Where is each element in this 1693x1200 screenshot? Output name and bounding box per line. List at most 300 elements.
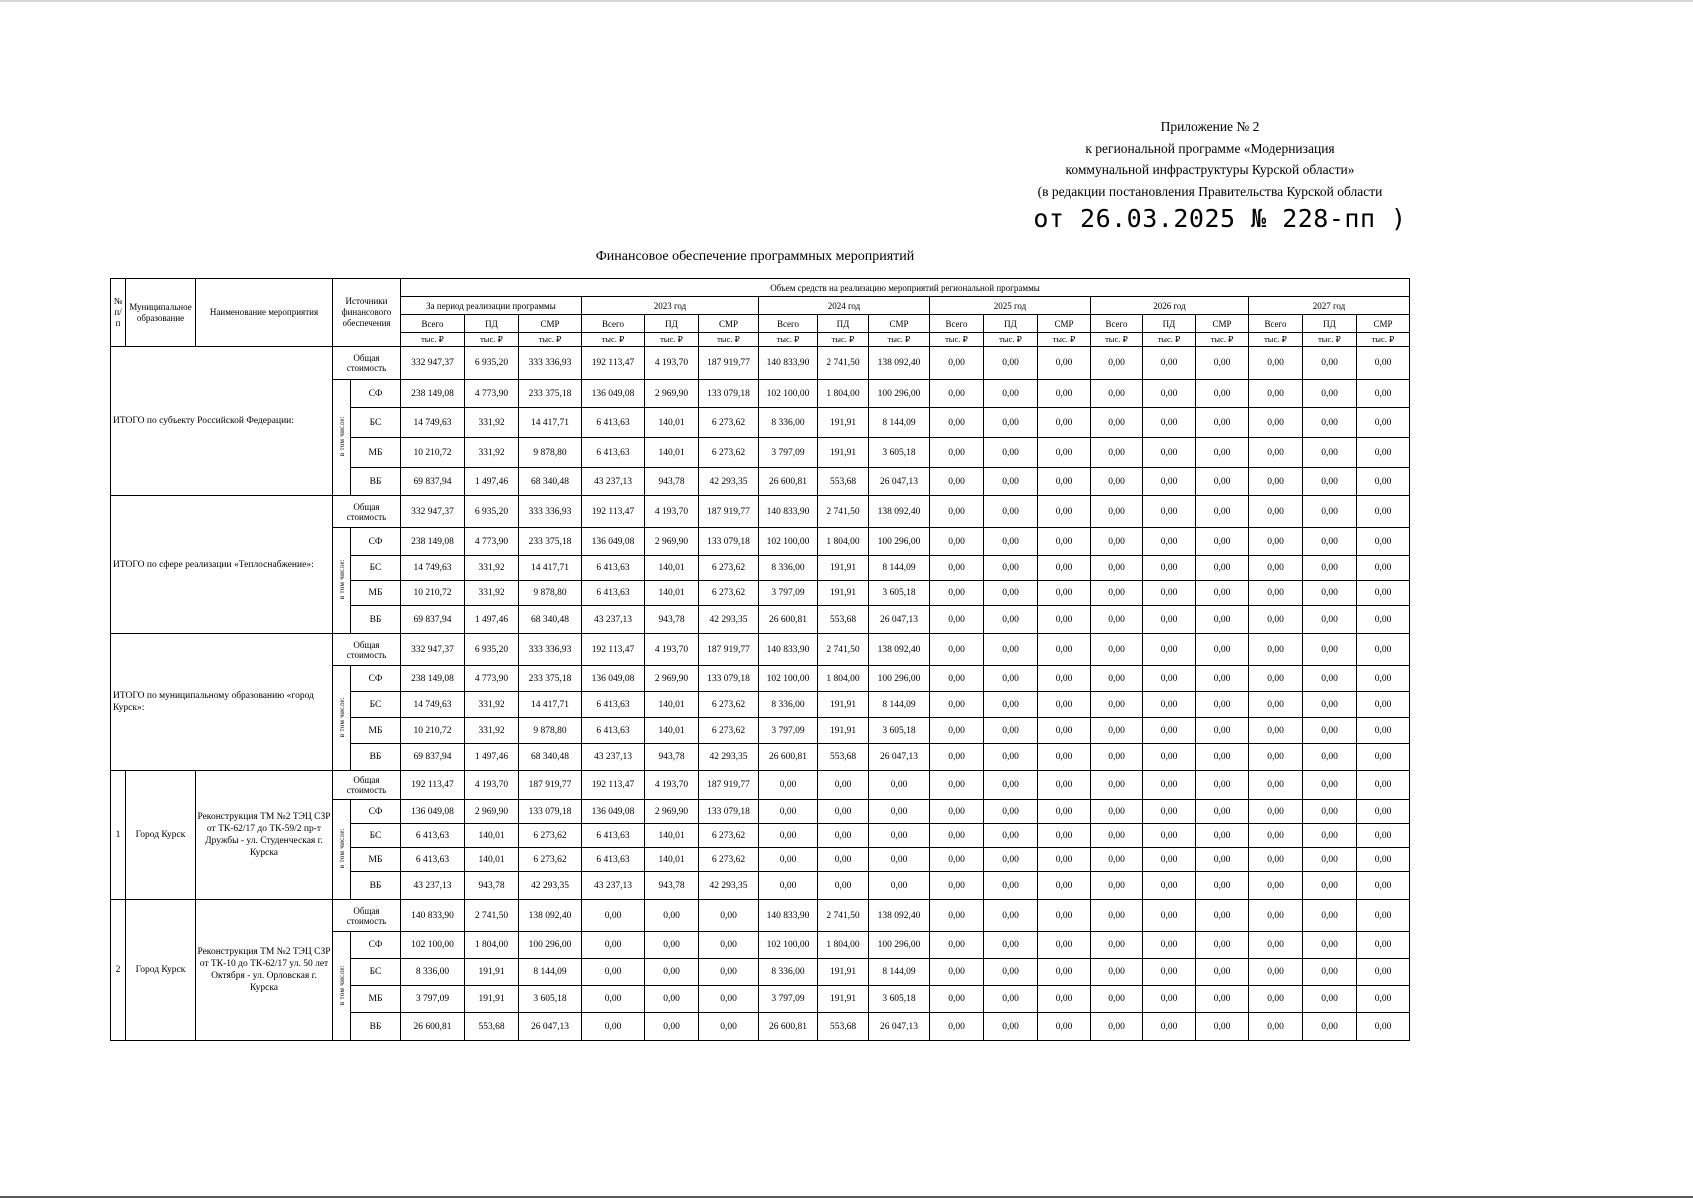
value-cell: 0,00	[818, 872, 869, 900]
unit-cell: тыс. ₽	[930, 333, 984, 347]
value-cell: 0,00	[1357, 824, 1410, 848]
value-cell: 42 293,35	[699, 468, 759, 496]
header-cell-event: Наименование мероприятия	[196, 279, 333, 347]
value-cell: 14 749,63	[401, 556, 465, 581]
value-cell: 0,00	[1091, 634, 1143, 666]
unit-cell: тыс. ₽	[401, 333, 465, 347]
value-cell: 0,00	[699, 932, 759, 959]
value-cell: 943,78	[465, 872, 519, 900]
value-cell: 0,00	[1196, 581, 1249, 606]
value-cell: 0,00	[1303, 1013, 1357, 1041]
unit-cell: тыс. ₽	[582, 333, 645, 347]
value-cell: 6 273,62	[699, 692, 759, 718]
value-cell: 2 969,90	[645, 800, 699, 824]
value-cell: 0,00	[1303, 692, 1357, 718]
value-cell: 140 833,90	[759, 900, 818, 932]
value-cell: 0,00	[699, 900, 759, 932]
appendix-line: (в редакции постановления Правительства Курской области	[1037, 183, 1383, 199]
header-subcolumn: Всего	[759, 315, 818, 333]
source-label: БС	[351, 959, 401, 986]
value-cell: 2 969,90	[645, 528, 699, 556]
value-cell: 331,92	[465, 692, 519, 718]
value-cell: 0,00	[1143, 900, 1196, 932]
value-cell: 6 273,62	[699, 408, 759, 438]
value-cell: 43 237,13	[582, 744, 645, 771]
value-cell: 0,00	[1249, 744, 1303, 771]
source-label: БС	[351, 824, 401, 848]
value-cell: 0,00	[1303, 438, 1357, 468]
value-cell: 140,01	[465, 848, 519, 872]
value-cell: 0,00	[984, 718, 1038, 744]
value-cell: 69 837,94	[401, 606, 465, 634]
value-cell: 14 417,71	[519, 408, 582, 438]
item-event-name: Реконструкция ТМ №2 ТЭЦ СЗР от ТК-10 до ТК-62/17 ул. 50 лет Октября - ул. Орловская г. Курска	[196, 900, 333, 1041]
value-cell: 0,00	[1303, 932, 1357, 959]
value-cell: 0,00	[1038, 692, 1091, 718]
value-cell: 0,00	[930, 692, 984, 718]
value-cell: 0,00	[1249, 771, 1303, 800]
value-cell: 0,00	[984, 496, 1038, 528]
value-cell: 102 100,00	[401, 932, 465, 959]
value-cell: 0,00	[1038, 1013, 1091, 1041]
value-cell: 133 079,18	[699, 800, 759, 824]
value-cell: 0,00	[1249, 692, 1303, 718]
value-cell: 0,00	[930, 771, 984, 800]
value-cell: 6 935,20	[465, 347, 519, 380]
item-municipality: Город Курск	[126, 771, 196, 900]
value-cell: 102 100,00	[759, 528, 818, 556]
value-cell: 140,01	[645, 824, 699, 848]
value-cell: 0,00	[1091, 496, 1143, 528]
value-cell: 26 600,81	[759, 744, 818, 771]
value-cell: 102 100,00	[759, 380, 818, 408]
including-text: в том числе:	[337, 964, 346, 1006]
value-cell: 10 210,72	[401, 438, 465, 468]
value-cell: 26 047,13	[519, 1013, 582, 1041]
value-cell: 0,00	[930, 848, 984, 872]
header-subcolumn: Всего	[401, 315, 465, 333]
header-subcolumn: СМР	[1357, 315, 1410, 333]
value-cell: 1 804,00	[818, 528, 869, 556]
value-cell: 0,00	[1143, 1013, 1196, 1041]
value-cell: 0,00	[984, 438, 1038, 468]
value-cell: 0,00	[1303, 408, 1357, 438]
value-cell: 4 193,70	[645, 634, 699, 666]
value-cell: 8 144,09	[869, 556, 930, 581]
value-cell: 0,00	[1038, 347, 1091, 380]
value-cell: 0,00	[1249, 408, 1303, 438]
value-cell: 0,00	[984, 528, 1038, 556]
value-cell: 0,00	[1038, 581, 1091, 606]
value-cell: 3 605,18	[869, 438, 930, 468]
appendix-line: коммунальной инфраструктуры Курской области»	[1065, 162, 1355, 177]
value-cell: 0,00	[1091, 932, 1143, 959]
value-cell: 1 497,46	[465, 744, 519, 771]
source-total-label: Общая стоимость	[333, 496, 401, 528]
header-cell-volume: Объем средств на реализацию мероприятий региональной программы	[401, 279, 1410, 297]
value-cell: 140 833,90	[401, 900, 465, 932]
source-label: ВБ	[351, 872, 401, 900]
value-cell: 0,00	[1357, 380, 1410, 408]
value-cell: 6 935,20	[465, 496, 519, 528]
value-cell: 10 210,72	[401, 718, 465, 744]
value-cell: 0,00	[1038, 606, 1091, 634]
value-cell: 0,00	[1038, 556, 1091, 581]
value-cell: 0,00	[930, 380, 984, 408]
document-title: Финансовое обеспечение программных мероприятий	[595, 249, 915, 264]
value-cell: 0,00	[1143, 634, 1196, 666]
value-cell: 138 092,40	[869, 900, 930, 932]
value-cell: 0,00	[1249, 606, 1303, 634]
value-cell: 0,00	[1143, 932, 1196, 959]
value-cell: 0,00	[1249, 986, 1303, 1013]
value-cell: 0,00	[1303, 718, 1357, 744]
value-cell: 0,00	[1196, 468, 1249, 496]
value-cell: 0,00	[1143, 800, 1196, 824]
value-cell: 3 605,18	[869, 718, 930, 744]
value-cell: 0,00	[1143, 872, 1196, 900]
value-cell: 138 092,40	[519, 900, 582, 932]
value-cell: 0,00	[1196, 408, 1249, 438]
value-cell: 6 273,62	[699, 824, 759, 848]
value-cell: 0,00	[1143, 581, 1196, 606]
value-cell: 0,00	[1143, 824, 1196, 848]
value-cell: 943,78	[645, 744, 699, 771]
value-cell: 0,00	[1196, 666, 1249, 692]
value-cell: 0,00	[1357, 606, 1410, 634]
value-cell: 0,00	[1303, 848, 1357, 872]
value-cell: 6 273,62	[699, 848, 759, 872]
unit-cell: тыс. ₽	[1303, 333, 1357, 347]
value-cell: 6 413,63	[582, 718, 645, 744]
value-cell: 26 600,81	[759, 468, 818, 496]
financing-table	[110, 278, 1410, 1041]
value-cell: 3 605,18	[869, 986, 930, 1013]
value-cell: 553,68	[818, 1013, 869, 1041]
value-cell: 138 092,40	[869, 496, 930, 528]
value-cell: 187 919,77	[699, 496, 759, 528]
item-number: 2	[111, 900, 126, 1041]
value-cell: 136 049,08	[582, 800, 645, 824]
value-cell: 14 417,71	[519, 692, 582, 718]
unit-cell: тыс. ₽	[759, 333, 818, 347]
value-cell: 191,91	[465, 959, 519, 986]
value-cell: 0,00	[1196, 872, 1249, 900]
value-cell: 9 878,80	[519, 718, 582, 744]
bottom-scan-edge	[0, 1196, 1693, 1198]
value-cell: 0,00	[759, 848, 818, 872]
value-cell: 0,00	[930, 1013, 984, 1041]
value-cell: 140,01	[645, 556, 699, 581]
value-cell: 0,00	[1303, 380, 1357, 408]
value-cell: 0,00	[1303, 634, 1357, 666]
value-cell: 0,00	[1249, 438, 1303, 468]
value-cell: 331,92	[465, 438, 519, 468]
table-row	[111, 900, 1410, 932]
value-cell: 0,00	[984, 347, 1038, 380]
value-cell: 0,00	[1357, 581, 1410, 606]
value-cell: 0,00	[1249, 496, 1303, 528]
value-cell: 0,00	[1357, 718, 1410, 744]
value-cell: 0,00	[984, 581, 1038, 606]
value-cell: 0,00	[1357, 848, 1410, 872]
value-cell: 136 049,08	[582, 666, 645, 692]
value-cell: 943,78	[645, 872, 699, 900]
value-cell: 8 144,09	[869, 692, 930, 718]
value-cell: 0,00	[1196, 556, 1249, 581]
value-cell: 102 100,00	[759, 932, 818, 959]
value-cell: 0,00	[1249, 824, 1303, 848]
including-text: в том числе:	[337, 696, 346, 738]
value-cell: 68 340,48	[519, 744, 582, 771]
value-cell: 0,00	[1196, 606, 1249, 634]
value-cell: 0,00	[1303, 800, 1357, 824]
value-cell: 6 273,62	[699, 581, 759, 606]
appendix-line: Приложение № 2	[1160, 119, 1260, 134]
value-cell: 553,68	[818, 744, 869, 771]
source-label: БС	[351, 692, 401, 718]
value-cell: 26 600,81	[759, 606, 818, 634]
value-cell: 0,00	[1038, 771, 1091, 800]
value-cell: 0,00	[1038, 468, 1091, 496]
value-cell: 100 296,00	[519, 932, 582, 959]
value-cell: 8 144,09	[519, 959, 582, 986]
source-label: МБ	[351, 438, 401, 468]
value-cell: 0,00	[645, 1013, 699, 1041]
value-cell: 0,00	[818, 771, 869, 800]
unit-cell: тыс. ₽	[984, 333, 1038, 347]
table-row	[111, 496, 1410, 528]
value-cell: 0,00	[1038, 932, 1091, 959]
value-cell: 0,00	[984, 744, 1038, 771]
value-cell: 0,00	[699, 986, 759, 1013]
unit-cell: тыс. ₽	[645, 333, 699, 347]
value-cell: 0,00	[1196, 959, 1249, 986]
value-cell: 0,00	[1143, 666, 1196, 692]
value-cell: 4 773,90	[465, 528, 519, 556]
value-cell: 4 773,90	[465, 666, 519, 692]
source-label: МБ	[351, 848, 401, 872]
top-scan-edge	[0, 0, 1693, 2]
value-cell: 6 413,63	[582, 556, 645, 581]
total-label: ИТОГО по муниципальному образованию «город Курск»:	[111, 634, 333, 771]
value-cell: 333 336,93	[519, 634, 582, 666]
value-cell: 4 193,70	[465, 771, 519, 800]
value-cell: 0,00	[1091, 900, 1143, 932]
value-cell: 1 804,00	[818, 666, 869, 692]
header-subcolumn: СМР	[699, 315, 759, 333]
value-cell: 140,01	[645, 438, 699, 468]
value-cell: 0,00	[1038, 744, 1091, 771]
value-cell: 6 273,62	[699, 718, 759, 744]
value-cell: 0,00	[1143, 380, 1196, 408]
value-cell: 9 878,80	[519, 581, 582, 606]
value-cell: 26 600,81	[401, 1013, 465, 1041]
value-cell: 1 804,00	[465, 932, 519, 959]
value-cell: 0,00	[1357, 496, 1410, 528]
value-cell: 138 092,40	[869, 634, 930, 666]
value-cell: 0,00	[1091, 438, 1143, 468]
unit-cell: тыс. ₽	[818, 333, 869, 347]
unit-cell: тыс. ₽	[1143, 333, 1196, 347]
value-cell: 26 047,13	[869, 1013, 930, 1041]
value-cell: 140 833,90	[759, 496, 818, 528]
header-subcolumn: ПД	[645, 315, 699, 333]
value-cell: 0,00	[1143, 347, 1196, 380]
value-cell: 0,00	[759, 800, 818, 824]
value-cell: 6 413,63	[401, 824, 465, 848]
header-subcolumn: ПД	[818, 315, 869, 333]
source-total-label: Общая стоимость	[333, 347, 401, 380]
source-label: СФ	[351, 800, 401, 824]
value-cell: 191,91	[818, 692, 869, 718]
value-cell: 136 049,08	[582, 380, 645, 408]
table-row	[111, 771, 1410, 800]
value-cell: 0,00	[984, 692, 1038, 718]
value-cell: 0,00	[930, 556, 984, 581]
value-cell: 0,00	[1091, 581, 1143, 606]
value-cell: 0,00	[1038, 800, 1091, 824]
value-cell: 0,00	[930, 408, 984, 438]
value-cell: 0,00	[1357, 959, 1410, 986]
value-cell: 0,00	[1357, 1013, 1410, 1041]
value-cell: 0,00	[1038, 438, 1091, 468]
header-cell-period: 2025 год	[930, 297, 1091, 315]
unit-cell: тыс. ₽	[465, 333, 519, 347]
value-cell: 2 741,50	[465, 900, 519, 932]
value-cell: 8 336,00	[759, 556, 818, 581]
value-cell: 0,00	[699, 1013, 759, 1041]
value-cell: 0,00	[1091, 408, 1143, 438]
value-cell: 26 600,81	[759, 1013, 818, 1041]
value-cell: 2 741,50	[818, 634, 869, 666]
value-cell: 6 413,63	[582, 824, 645, 848]
value-cell: 68 340,48	[519, 468, 582, 496]
value-cell: 0,00	[1091, 771, 1143, 800]
value-cell: 14 417,71	[519, 556, 582, 581]
value-cell: 0,00	[869, 800, 930, 824]
header-cell-period: 2027 год	[1249, 297, 1410, 315]
value-cell: 0,00	[1143, 556, 1196, 581]
value-cell: 43 237,13	[582, 606, 645, 634]
value-cell: 0,00	[984, 408, 1038, 438]
value-cell: 233 375,18	[519, 666, 582, 692]
value-cell: 0,00	[1357, 744, 1410, 771]
value-cell: 192 113,47	[401, 771, 465, 800]
value-cell: 26 047,13	[869, 468, 930, 496]
header-row-volume	[111, 279, 1410, 297]
value-cell: 187 919,77	[699, 771, 759, 800]
header-cell-municipality: Муниципальное образование	[126, 279, 196, 347]
value-cell: 1 804,00	[818, 932, 869, 959]
value-cell: 0,00	[1249, 900, 1303, 932]
value-cell: 0,00	[1196, 824, 1249, 848]
header-subcolumn: ПД	[984, 315, 1038, 333]
value-cell: 191,91	[818, 986, 869, 1013]
header-cell-period: 2024 год	[759, 297, 930, 315]
value-cell: 0,00	[1303, 496, 1357, 528]
source-total-label: Общая стоимость	[333, 634, 401, 666]
value-cell: 26 047,13	[869, 606, 930, 634]
source-label: БС	[351, 408, 401, 438]
header-subcolumn: Всего	[930, 315, 984, 333]
value-cell: 0,00	[984, 1013, 1038, 1041]
unit-cell: тыс. ₽	[1196, 333, 1249, 347]
value-cell: 140,01	[645, 408, 699, 438]
value-cell: 0,00	[582, 932, 645, 959]
value-cell: 0,00	[1143, 528, 1196, 556]
value-cell: 0,00	[645, 900, 699, 932]
value-cell: 3 797,09	[759, 581, 818, 606]
value-cell: 138 092,40	[869, 347, 930, 380]
value-cell: 0,00	[1357, 468, 1410, 496]
value-cell: 0,00	[1249, 347, 1303, 380]
value-cell: 0,00	[869, 848, 930, 872]
value-cell: 943,78	[645, 468, 699, 496]
value-cell: 0,00	[930, 718, 984, 744]
value-cell: 0,00	[1091, 347, 1143, 380]
decree-stamp: от 26.03.2025 № 228-пп )	[1033, 204, 1407, 233]
value-cell: 0,00	[1091, 468, 1143, 496]
header-subcolumn: Всего	[1091, 315, 1143, 333]
value-cell: 0,00	[1091, 718, 1143, 744]
value-cell: 102 100,00	[759, 666, 818, 692]
header-subcolumn: Всего	[1249, 315, 1303, 333]
value-cell: 553,68	[818, 606, 869, 634]
value-cell: 0,00	[1249, 634, 1303, 666]
value-cell: 2 969,90	[465, 800, 519, 824]
value-cell: 0,00	[1303, 771, 1357, 800]
value-cell: 0,00	[1303, 347, 1357, 380]
value-cell: 0,00	[1091, 1013, 1143, 1041]
source-label: МБ	[351, 986, 401, 1013]
value-cell: 0,00	[1091, 959, 1143, 986]
value-cell: 6 413,63	[401, 848, 465, 872]
value-cell: 0,00	[930, 744, 984, 771]
value-cell: 69 837,94	[401, 744, 465, 771]
value-cell: 0,00	[1143, 438, 1196, 468]
value-cell: 10 210,72	[401, 581, 465, 606]
source-label: МБ	[351, 581, 401, 606]
value-cell: 333 336,93	[519, 496, 582, 528]
value-cell: 0,00	[869, 824, 930, 848]
value-cell: 0,00	[1357, 634, 1410, 666]
value-cell: 42 293,35	[519, 872, 582, 900]
header-subcolumn: ПД	[1143, 315, 1196, 333]
value-cell: 0,00	[1038, 718, 1091, 744]
value-cell: 0,00	[1249, 848, 1303, 872]
value-cell: 140 833,90	[759, 634, 818, 666]
value-cell: 187 919,77	[519, 771, 582, 800]
value-cell: 0,00	[1196, 496, 1249, 528]
value-cell: 0,00	[699, 959, 759, 986]
value-cell: 0,00	[1038, 959, 1091, 986]
value-cell: 0,00	[984, 771, 1038, 800]
value-cell: 133 079,18	[519, 800, 582, 824]
header-cell-sources: Источники финансового обеспечения	[333, 279, 401, 347]
value-cell: 331,92	[465, 581, 519, 606]
value-cell: 6 935,20	[465, 634, 519, 666]
value-cell: 0,00	[930, 634, 984, 666]
value-cell: 68 340,48	[519, 606, 582, 634]
value-cell: 0,00	[1249, 1013, 1303, 1041]
value-cell: 2 969,90	[645, 666, 699, 692]
value-cell: 192 113,47	[582, 771, 645, 800]
value-cell: 0,00	[1303, 666, 1357, 692]
value-cell: 0,00	[1143, 848, 1196, 872]
value-cell: 0,00	[1303, 959, 1357, 986]
value-cell: 0,00	[1143, 744, 1196, 771]
